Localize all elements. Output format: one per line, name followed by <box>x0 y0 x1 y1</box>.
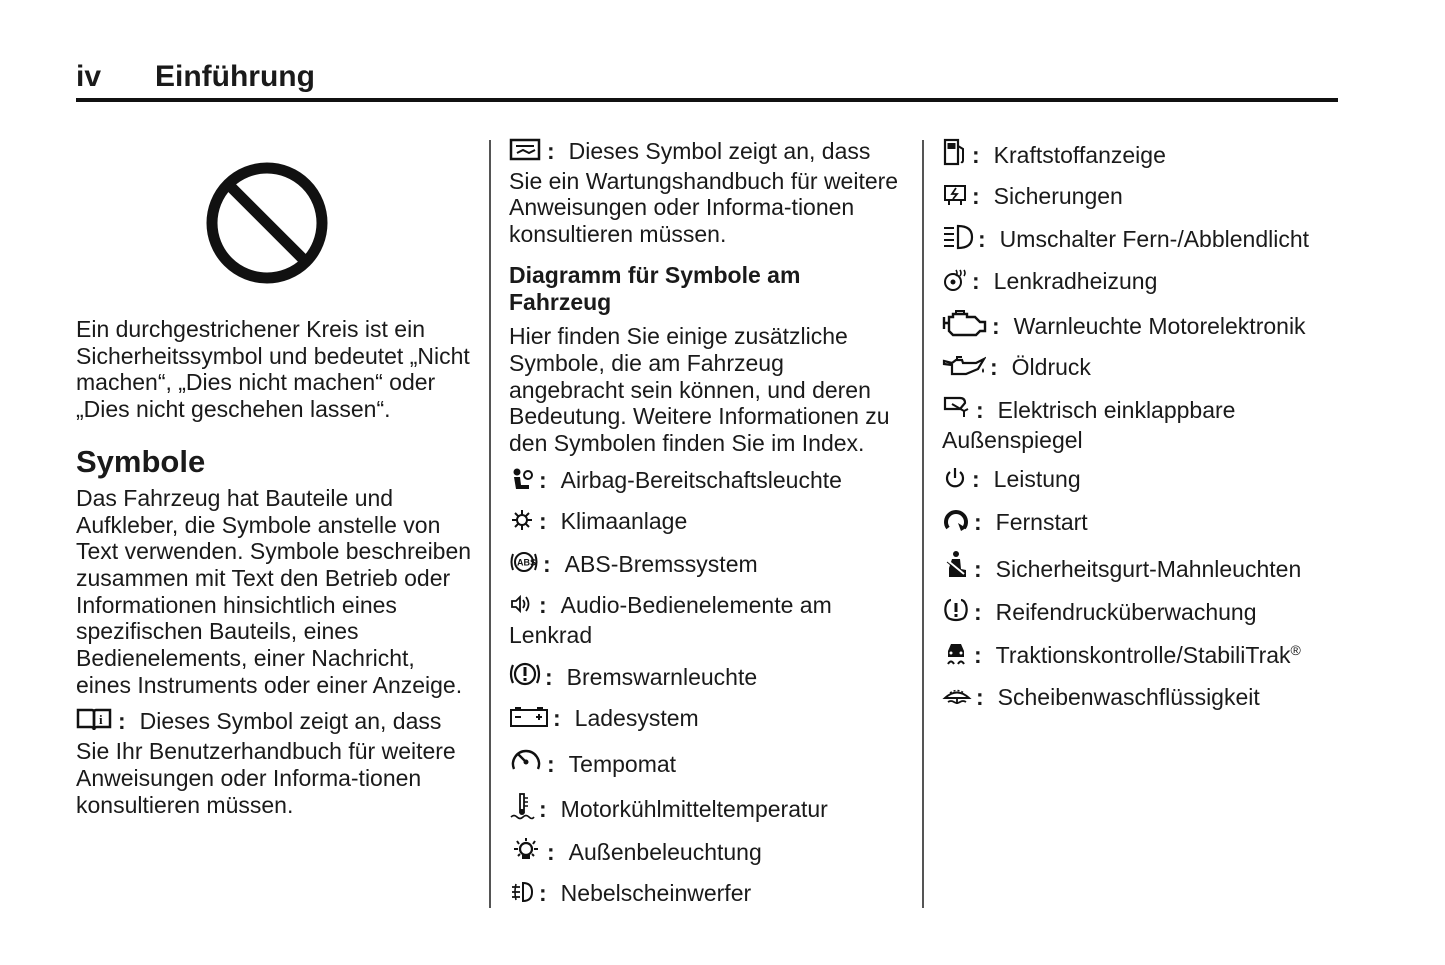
service-symbol-note: : Dieses Symbol zeigt an, dass Sie ein Wartungshandbuch für weitere Anweisungen oder Informa-tionen konsultieren müssen. <box>509 138 899 248</box>
symbol-item: ABS : ABS-Bremssystem <box>509 549 904 581</box>
chapter-title: Einführung <box>155 60 315 93</box>
column-divider <box>922 140 924 908</box>
washer-fluid-icon <box>942 684 972 714</box>
symbol-item: : Motorkühlmitteltemperatur <box>509 792 904 826</box>
section-title: Symbole <box>76 443 206 479</box>
symbol-item: : Nebelscheinwerfer <box>509 880 904 910</box>
symbol-label: Kraftstoffanzeige <box>993 142 1166 168</box>
symbol-item: : Elektrisch einklappbare Außenspiegel <box>942 397 1236 453</box>
symbol-item: : Außenbeleuchtung <box>509 837 904 869</box>
symbols-intro: Das Fahrzeug hat Bauteile und Aufkleber, die Symbole anstelle von Text verwenden. Symbole beschreiben zusammen mit Text den Betrieb oder Informationen hinsichtlich eines spezifischen Bauteils, eines Bedienelements, einer Nachricht, eines Instruments oder einer Anzeige. <box>76 484 472 698</box>
symbol-item: : Warnleuchte Motorelektronik <box>942 309 1342 343</box>
symbol-label: Leistung <box>993 465 1081 492</box>
symbol-item: : Scheibenwaschflüssigkeit <box>942 684 1342 714</box>
book-symbol-note: i : Dieses Symbol zeigt an, dass Sie Ihr Benutzerhandbuch für weitere Anweisungen oder Informa-tionen konsultieren müssen. <box>76 708 456 818</box>
symbol-item: : Sicherheitsgurt-Mahnleuchten <box>942 550 1342 586</box>
coolant-temp-icon <box>509 792 535 826</box>
symbol-item: : Kraftstoffanzeige <box>942 138 1342 172</box>
symbol-item: : Sicherungen <box>942 183 1342 213</box>
fog-lamp-icon <box>509 880 535 910</box>
climate-icon <box>509 508 535 538</box>
symbol-item: : Lenkradheizung <box>942 268 1342 298</box>
symbol-item: : Airbag-Bereitschaftsleuchte <box>509 467 904 497</box>
symbol-label: Bremswarnleuchte <box>566 664 758 691</box>
symbol-label: Fernstart <box>995 508 1088 535</box>
high-beam-icon <box>942 224 974 256</box>
service-manual-icon <box>509 138 543 168</box>
symbol-label: Lenkradheizung <box>993 267 1158 294</box>
symbol-label: Scheibenwaschflüssigkeit <box>997 683 1260 710</box>
symbol-label: Tempomat <box>568 750 677 777</box>
fuel-icon <box>942 138 968 172</box>
symbol-label: Nebelscheinwerfer <box>560 880 752 907</box>
symbol-label: Airbag-Bereitschaftsleuchte <box>560 466 842 493</box>
battery-icon <box>509 705 549 735</box>
symbol-label: Außenbeleuchtung <box>568 839 762 866</box>
oil-icon <box>942 354 986 384</box>
page-header <box>76 58 1338 102</box>
symbol-item: : Traktionskontrolle/StabiliTrak® <box>942 640 1342 672</box>
symbol-label: Warnleuchte Motorelektronik <box>1013 312 1306 339</box>
symbol-item: : Bremswarnleuchte <box>509 660 904 694</box>
symbol-item: : Ladesystem <box>509 705 904 735</box>
symbol-label: Motorkühlmitteltemperatur <box>560 795 828 822</box>
diagram-intro: Hier finden Sie einige zusätzliche Symbole, die am Fahrzeug angebracht sein können, und deren Bedeutung. Weitere Informationen zu den Symbolen finden Sie im Index. <box>509 323 890 457</box>
svg-text:ABS: ABS <box>517 557 537 568</box>
mirror-icon <box>942 395 972 427</box>
symbol-label: Reifendrucküberwachung <box>995 599 1257 626</box>
book-icon <box>76 708 112 738</box>
symbol-item: : Klimaanlage <box>509 508 904 538</box>
heated-wheel-icon <box>942 268 968 298</box>
symbol-label: Ladesystem <box>574 705 699 732</box>
column-2 <box>509 138 904 921</box>
symbol-item: : Öldruck <box>942 354 1342 384</box>
page-number: iv <box>76 60 102 93</box>
brake-warning-icon <box>509 660 541 694</box>
power-icon <box>942 466 968 496</box>
service-symbol-text: Dieses Symbol zeigt an, dass Sie ein Wartungshandbuch für weitere Anweisungen oder Informa-tionen konsultieren müssen. <box>509 138 899 248</box>
cruise-control-icon <box>509 747 543 781</box>
symbol-item: : Tempomat <box>509 747 904 781</box>
symbol-label: ABS-Bremssystem <box>564 551 758 578</box>
prohibition-icon <box>181 142 361 302</box>
remote-start-icon <box>942 507 970 539</box>
symbol-label: Klimaanlage <box>560 507 688 534</box>
symbol-label: Sicherheitsgurt-Mahnleuchten <box>995 556 1302 583</box>
symbol-label: Traktionskontrolle/StabiliTrak <box>995 642 1291 669</box>
symbol-item: : Audio-Bedienelemente am Lenkrad <box>509 592 832 649</box>
symbol-label: Umschalter Fern-/Abblendlicht <box>999 226 1310 253</box>
symbol-item: : Umschalter Fern-/Abblendlicht <box>942 224 1342 256</box>
column-1 <box>76 138 476 818</box>
seatbelt-icon <box>942 550 970 586</box>
exterior-lamp-icon <box>509 837 543 869</box>
engine-icon <box>942 309 988 343</box>
column-3 <box>942 138 1342 725</box>
symbol-item: : Leistung <box>942 466 1342 496</box>
symbol-item: : Reifendrucküberwachung <box>942 597 1342 629</box>
fuse-icon <box>942 183 968 213</box>
book-symbol-text: Dieses Symbol zeigt an, dass Sie Ihr Benutzerhandbuch für weitere Anweisungen oder Informa-tionen konsultieren müssen. <box>76 708 456 818</box>
symbol-label: Sicherungen <box>993 183 1123 210</box>
symbol-label: Elektrisch einklappbare Außenspiegel <box>942 397 1236 453</box>
symbol-label: Audio-Bedienelemente am Lenkrad <box>509 592 832 649</box>
registered-mark: ® <box>1290 642 1301 659</box>
tire-pressure-icon <box>942 597 970 629</box>
abs-icon <box>509 549 539 581</box>
audio-steering-icon <box>509 592 535 622</box>
symbol-item: : Fernstart <box>942 507 1342 539</box>
svg-text:i: i <box>99 712 103 728</box>
column-divider <box>489 140 491 908</box>
airbag-icon <box>509 467 535 497</box>
traction-icon <box>942 640 970 672</box>
warning-caption: Ein durchgestrichener Kreis ist ein Sicherheitssymbol und bedeutet „Nicht machen“, „Dies nicht machen“ oder „Dies nicht geschehen lassen“. <box>76 316 470 423</box>
diagram-title: Diagramm für Symbole am Fahrzeug <box>509 261 801 315</box>
symbol-label: Öldruck <box>1011 354 1091 381</box>
